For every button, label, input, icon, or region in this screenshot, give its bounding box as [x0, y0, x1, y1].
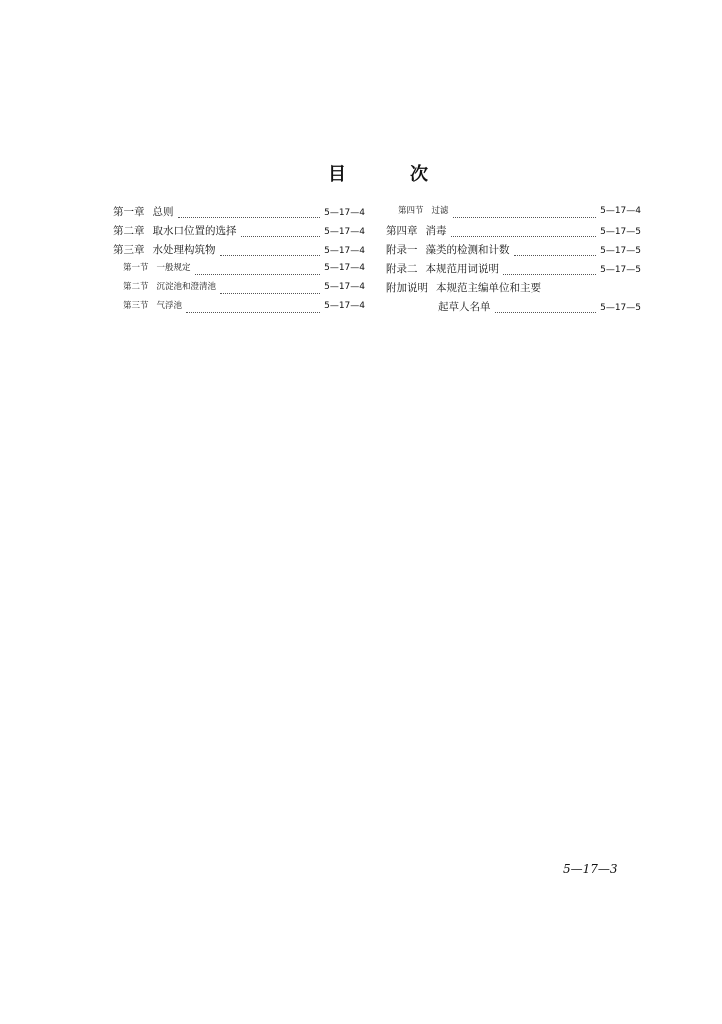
toc-right-column — [386, 204, 641, 318]
leader-dots — [241, 228, 321, 237]
toc-entry-number: 第四章 — [386, 225, 418, 237]
toc-entry-title: 一般规定 — [156, 263, 191, 273]
toc-entry-number: 第二节 — [123, 282, 149, 292]
toc-heading-char-1: 目 — [328, 164, 346, 185]
toc-entry-number: 第三章 — [113, 244, 145, 256]
toc-entry-page: 5—17—4 — [324, 263, 365, 273]
leader-dots — [451, 228, 597, 237]
toc-entry-title: 水处理构筑物 — [152, 244, 216, 256]
toc-entry-page: 5—17—5 — [600, 303, 641, 313]
toc-entry[interactable] — [386, 242, 641, 261]
toc-entry-title: 取水口位置的选择 — [152, 225, 237, 237]
leader-dots — [453, 209, 597, 218]
toc-entry[interactable] — [113, 242, 365, 261]
toc-entry-page: 5—17—5 — [600, 227, 641, 237]
toc-entry[interactable] — [386, 261, 641, 280]
leader-dots — [495, 304, 597, 313]
toc-entry-number: 第二章 — [113, 225, 145, 237]
toc-entry[interactable] — [113, 204, 365, 223]
toc-entry[interactable] — [113, 299, 365, 318]
leader-dots — [220, 285, 320, 294]
toc-left-column — [113, 204, 365, 318]
toc-entry[interactable] — [386, 280, 641, 299]
toc-entry-page: 5—17—4 — [324, 282, 365, 292]
leader-dots — [195, 266, 321, 275]
toc-heading-char-2: 次 — [410, 164, 428, 185]
toc-entry-number: 附录二 — [386, 263, 418, 275]
toc-entry[interactable] — [113, 280, 365, 299]
toc-entry-title: 藻类的检测和计数 — [425, 244, 510, 256]
toc-entry[interactable] — [113, 223, 365, 242]
toc-entry-page: 5—17—4 — [324, 208, 365, 218]
toc-entry-number: 第一节 — [123, 263, 149, 273]
leader-dots — [503, 266, 596, 275]
toc-entry-number: 第一章 — [113, 206, 145, 218]
toc-entry-page: 5—17—4 — [324, 246, 365, 256]
toc-entry-number: 第三节 — [123, 301, 149, 311]
toc-entry-title: 过滤 — [431, 206, 449, 216]
toc-entry-title: 气浮池 — [156, 301, 183, 311]
toc-entry-number: 附加说明 — [386, 282, 428, 294]
toc-entry-title: 本规范主编单位和主要 — [436, 282, 541, 294]
leader-dots — [220, 247, 321, 256]
toc-entry-title: 沉淀池和澄清池 — [156, 282, 217, 292]
toc-entry-continuation[interactable] — [386, 299, 641, 318]
toc-entry-page: 5—17—4 — [324, 227, 365, 237]
toc-entry[interactable] — [386, 223, 641, 242]
toc-entry-page: 5—17—5 — [600, 246, 641, 256]
toc-entry-title: 消毒 — [425, 225, 447, 237]
toc-entry-page: 5—17—4 — [324, 301, 365, 311]
toc-entry-title: 总则 — [152, 206, 174, 218]
toc-entry-page: 5—17—5 — [600, 265, 641, 275]
toc-entry[interactable] — [386, 204, 641, 223]
toc-entry[interactable] — [113, 261, 365, 280]
toc-entry-number: 附录一 — [386, 244, 418, 256]
toc-entry-title-continued: 起草人名单 — [438, 301, 491, 313]
leader-dots — [178, 209, 321, 218]
toc-entry-number: 第四节 — [398, 206, 424, 216]
toc-entry-title: 本规范用词说明 — [425, 263, 499, 275]
page-number: 5—17—3 — [563, 862, 618, 876]
leader-dots — [186, 304, 320, 313]
leader-dots — [514, 247, 597, 256]
toc-entry-page: 5—17—4 — [600, 206, 641, 216]
toc-heading — [328, 160, 428, 186]
